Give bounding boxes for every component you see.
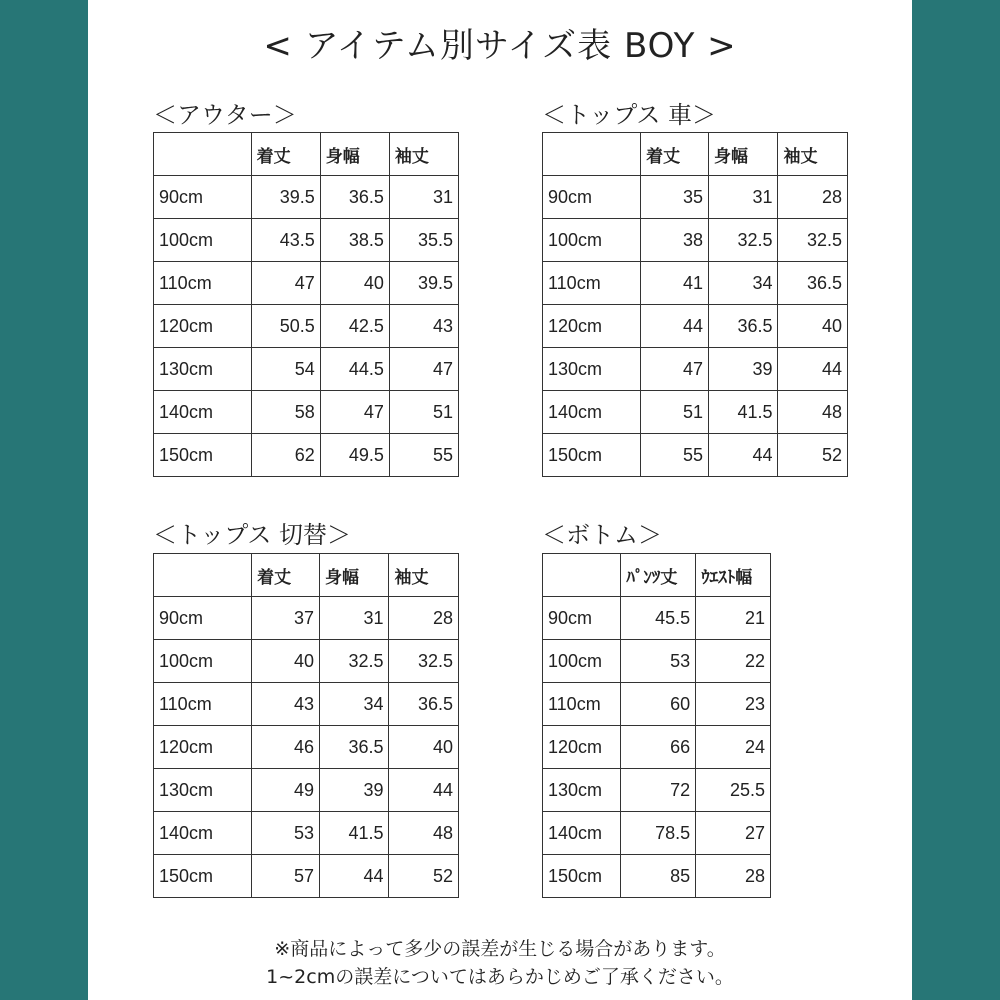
table-row (543, 176, 848, 219)
measurement-cell: 52 (389, 855, 459, 898)
measurement-cell: 36.5 (389, 683, 459, 726)
measurement-cell: 31 (320, 597, 389, 640)
measurement-cell: 44 (709, 434, 778, 477)
measurement-cell: 50.5 (251, 305, 320, 348)
measurement-cell: 43 (389, 305, 458, 348)
column-header (154, 133, 252, 176)
measurement-cell: 39.5 (389, 262, 458, 305)
table-row (154, 262, 459, 305)
table-row (154, 348, 459, 391)
measurement-cell: 31 (389, 176, 458, 219)
table-header-row (154, 133, 459, 176)
measurement-cell: 48 (778, 391, 848, 434)
table-row (154, 434, 459, 477)
note-line-2: 1~2cmの誤差についてはあらかじめご了承ください。 (266, 966, 734, 988)
measurement-cell: 31 (709, 176, 778, 219)
table-row (543, 769, 771, 812)
column-header: 身幅 (709, 133, 778, 176)
measurement-cell: 35 (641, 176, 709, 219)
column-header (154, 554, 252, 597)
section-heading-bottom: ＜ボトム＞ (542, 521, 662, 549)
table-row (154, 391, 459, 434)
size-label-cell: 90cm (543, 597, 621, 640)
measurement-cell: 72 (621, 769, 696, 812)
table-row (543, 855, 771, 898)
column-header: 着丈 (251, 133, 320, 176)
measurement-cell: 49 (252, 769, 320, 812)
column-header: 身幅 (320, 554, 389, 597)
table-row (543, 391, 848, 434)
measurement-cell: 41.5 (709, 391, 778, 434)
size-label-cell: 120cm (154, 726, 252, 769)
measurement-cell: 51 (641, 391, 709, 434)
measurement-cell: 44 (389, 769, 459, 812)
measurement-cell: 55 (389, 434, 458, 477)
measurement-cell: 78.5 (621, 812, 696, 855)
measurement-cell: 41 (641, 262, 709, 305)
table-row (154, 683, 459, 726)
column-header: 袖丈 (389, 133, 458, 176)
measurement-cell: 40 (389, 726, 459, 769)
page-title: < アイテム別サイズ表 BOY > (263, 26, 737, 66)
measurement-cell: 35.5 (389, 219, 458, 262)
size-label-cell: 90cm (154, 176, 252, 219)
measurement-cell: 53 (252, 812, 320, 855)
measurement-cell: 34 (709, 262, 778, 305)
measurement-cell: 62 (251, 434, 320, 477)
section-heading-tops-car: ＜トップス 車＞ (542, 101, 716, 129)
measurement-cell: 22 (696, 640, 771, 683)
table-row (154, 176, 459, 219)
table-row (543, 640, 771, 683)
column-header (543, 133, 641, 176)
measurement-cell: 39 (709, 348, 778, 391)
measurement-cell: 52 (778, 434, 848, 477)
measurement-cell: 36.5 (778, 262, 848, 305)
measurement-cell: 32.5 (389, 640, 459, 683)
measurement-cell: 49.5 (320, 434, 389, 477)
measurement-cell: 40 (252, 640, 320, 683)
measurement-cell: 41.5 (320, 812, 389, 855)
measurement-cell: 23 (696, 683, 771, 726)
measurement-cell: 44.5 (320, 348, 389, 391)
size-label-cell: 100cm (154, 219, 252, 262)
measurement-cell: 34 (320, 683, 389, 726)
size-label-cell: 130cm (543, 769, 621, 812)
measurement-cell: 27 (696, 812, 771, 855)
measurement-cell: 32.5 (320, 640, 389, 683)
column-header: 着丈 (641, 133, 709, 176)
size-label-cell: 120cm (543, 726, 621, 769)
measurement-cell: 57 (252, 855, 320, 898)
table-row (154, 597, 459, 640)
column-header: ﾊﾟﾝﾂ丈 (621, 554, 696, 597)
measurement-cell: 38 (641, 219, 709, 262)
measurement-cell: 44 (641, 305, 709, 348)
column-header: 袖丈 (389, 554, 459, 597)
measurement-cell: 44 (778, 348, 848, 391)
measurement-cell: 42.5 (320, 305, 389, 348)
measurement-cell: 51 (389, 391, 458, 434)
table-row (543, 597, 771, 640)
table-row (543, 219, 848, 262)
size-label-cell: 130cm (154, 769, 252, 812)
table-row (154, 855, 459, 898)
measurement-cell: 54 (251, 348, 320, 391)
size-label-cell: 90cm (154, 597, 252, 640)
measurement-cell: 28 (778, 176, 848, 219)
measurement-cell: 36.5 (709, 305, 778, 348)
table-row (543, 262, 848, 305)
table-row (543, 434, 848, 477)
size-label-cell: 100cm (543, 640, 621, 683)
section-heading-outer: ＜アウター＞ (153, 101, 297, 129)
measurement-cell: 44 (320, 855, 389, 898)
measurement-cell: 48 (389, 812, 459, 855)
size-label-cell: 150cm (154, 855, 252, 898)
size-label-cell: 110cm (154, 262, 252, 305)
size-label-cell: 90cm (543, 176, 641, 219)
table-row (154, 219, 459, 262)
measurement-cell: 38.5 (320, 219, 389, 262)
size-label-cell: 150cm (154, 434, 252, 477)
measurement-cell: 47 (251, 262, 320, 305)
measurement-cell: 53 (621, 640, 696, 683)
measurement-cell: 21 (696, 597, 771, 640)
size-label-cell: 140cm (543, 812, 621, 855)
size-label-cell: 140cm (543, 391, 641, 434)
table-header-row (154, 554, 459, 597)
table-row (154, 305, 459, 348)
size-table-bottom (542, 553, 771, 898)
measurement-cell: 47 (641, 348, 709, 391)
size-label-cell: 110cm (543, 683, 621, 726)
table-header-row (543, 133, 848, 176)
table-row (543, 683, 771, 726)
measurement-cell: 43.5 (251, 219, 320, 262)
note-line-1: ※商品によって多少の誤差が生じる場合があります。 (274, 938, 726, 960)
table-row (543, 305, 848, 348)
measurement-cell: 32.5 (778, 219, 848, 262)
table-row (154, 726, 459, 769)
measurement-cell: 45.5 (621, 597, 696, 640)
size-label-cell: 130cm (543, 348, 641, 391)
column-header: 着丈 (252, 554, 320, 597)
measurement-cell: 39.5 (251, 176, 320, 219)
size-label-cell: 100cm (154, 640, 252, 683)
size-label-cell: 150cm (543, 434, 641, 477)
table-row (154, 640, 459, 683)
disclaimer-note (0, 935, 1000, 991)
size-label-cell: 150cm (543, 855, 621, 898)
column-header: 身幅 (320, 133, 389, 176)
size-label-cell: 110cm (543, 262, 641, 305)
table-row (154, 812, 459, 855)
measurement-cell: 39 (320, 769, 389, 812)
measurement-cell: 43 (252, 683, 320, 726)
measurement-cell: 60 (621, 683, 696, 726)
size-label-cell: 100cm (543, 219, 641, 262)
size-label-cell: 110cm (154, 683, 252, 726)
measurement-cell: 40 (320, 262, 389, 305)
column-header: 袖丈 (778, 133, 848, 176)
section-heading-tops-switch: ＜トップス 切替＞ (153, 521, 351, 549)
size-label-cell: 140cm (154, 391, 252, 434)
measurement-cell: 40 (778, 305, 848, 348)
table-row (543, 726, 771, 769)
size-table-tops-car (542, 132, 848, 477)
measurement-cell: 47 (389, 348, 458, 391)
measurement-cell: 85 (621, 855, 696, 898)
measurement-cell: 47 (320, 391, 389, 434)
measurement-cell: 32.5 (709, 219, 778, 262)
size-label-cell: 130cm (154, 348, 252, 391)
column-header (543, 554, 621, 597)
measurement-cell: 66 (621, 726, 696, 769)
measurement-cell: 37 (252, 597, 320, 640)
measurement-cell: 46 (252, 726, 320, 769)
table-row (543, 348, 848, 391)
table-row (154, 769, 459, 812)
measurement-cell: 28 (696, 855, 771, 898)
size-table-outer (153, 132, 459, 477)
measurement-cell: 55 (641, 434, 709, 477)
measurement-cell: 58 (251, 391, 320, 434)
size-label-cell: 140cm (154, 812, 252, 855)
table-row (543, 812, 771, 855)
measurement-cell: 36.5 (320, 726, 389, 769)
table-header-row (543, 554, 771, 597)
size-label-cell: 120cm (543, 305, 641, 348)
measurement-cell: 28 (389, 597, 459, 640)
measurement-cell: 24 (696, 726, 771, 769)
measurement-cell: 36.5 (320, 176, 389, 219)
size-table-tops-switch (153, 553, 459, 898)
measurement-cell: 25.5 (696, 769, 771, 812)
column-header: ｳｴｽﾄ幅 (696, 554, 771, 597)
size-label-cell: 120cm (154, 305, 252, 348)
